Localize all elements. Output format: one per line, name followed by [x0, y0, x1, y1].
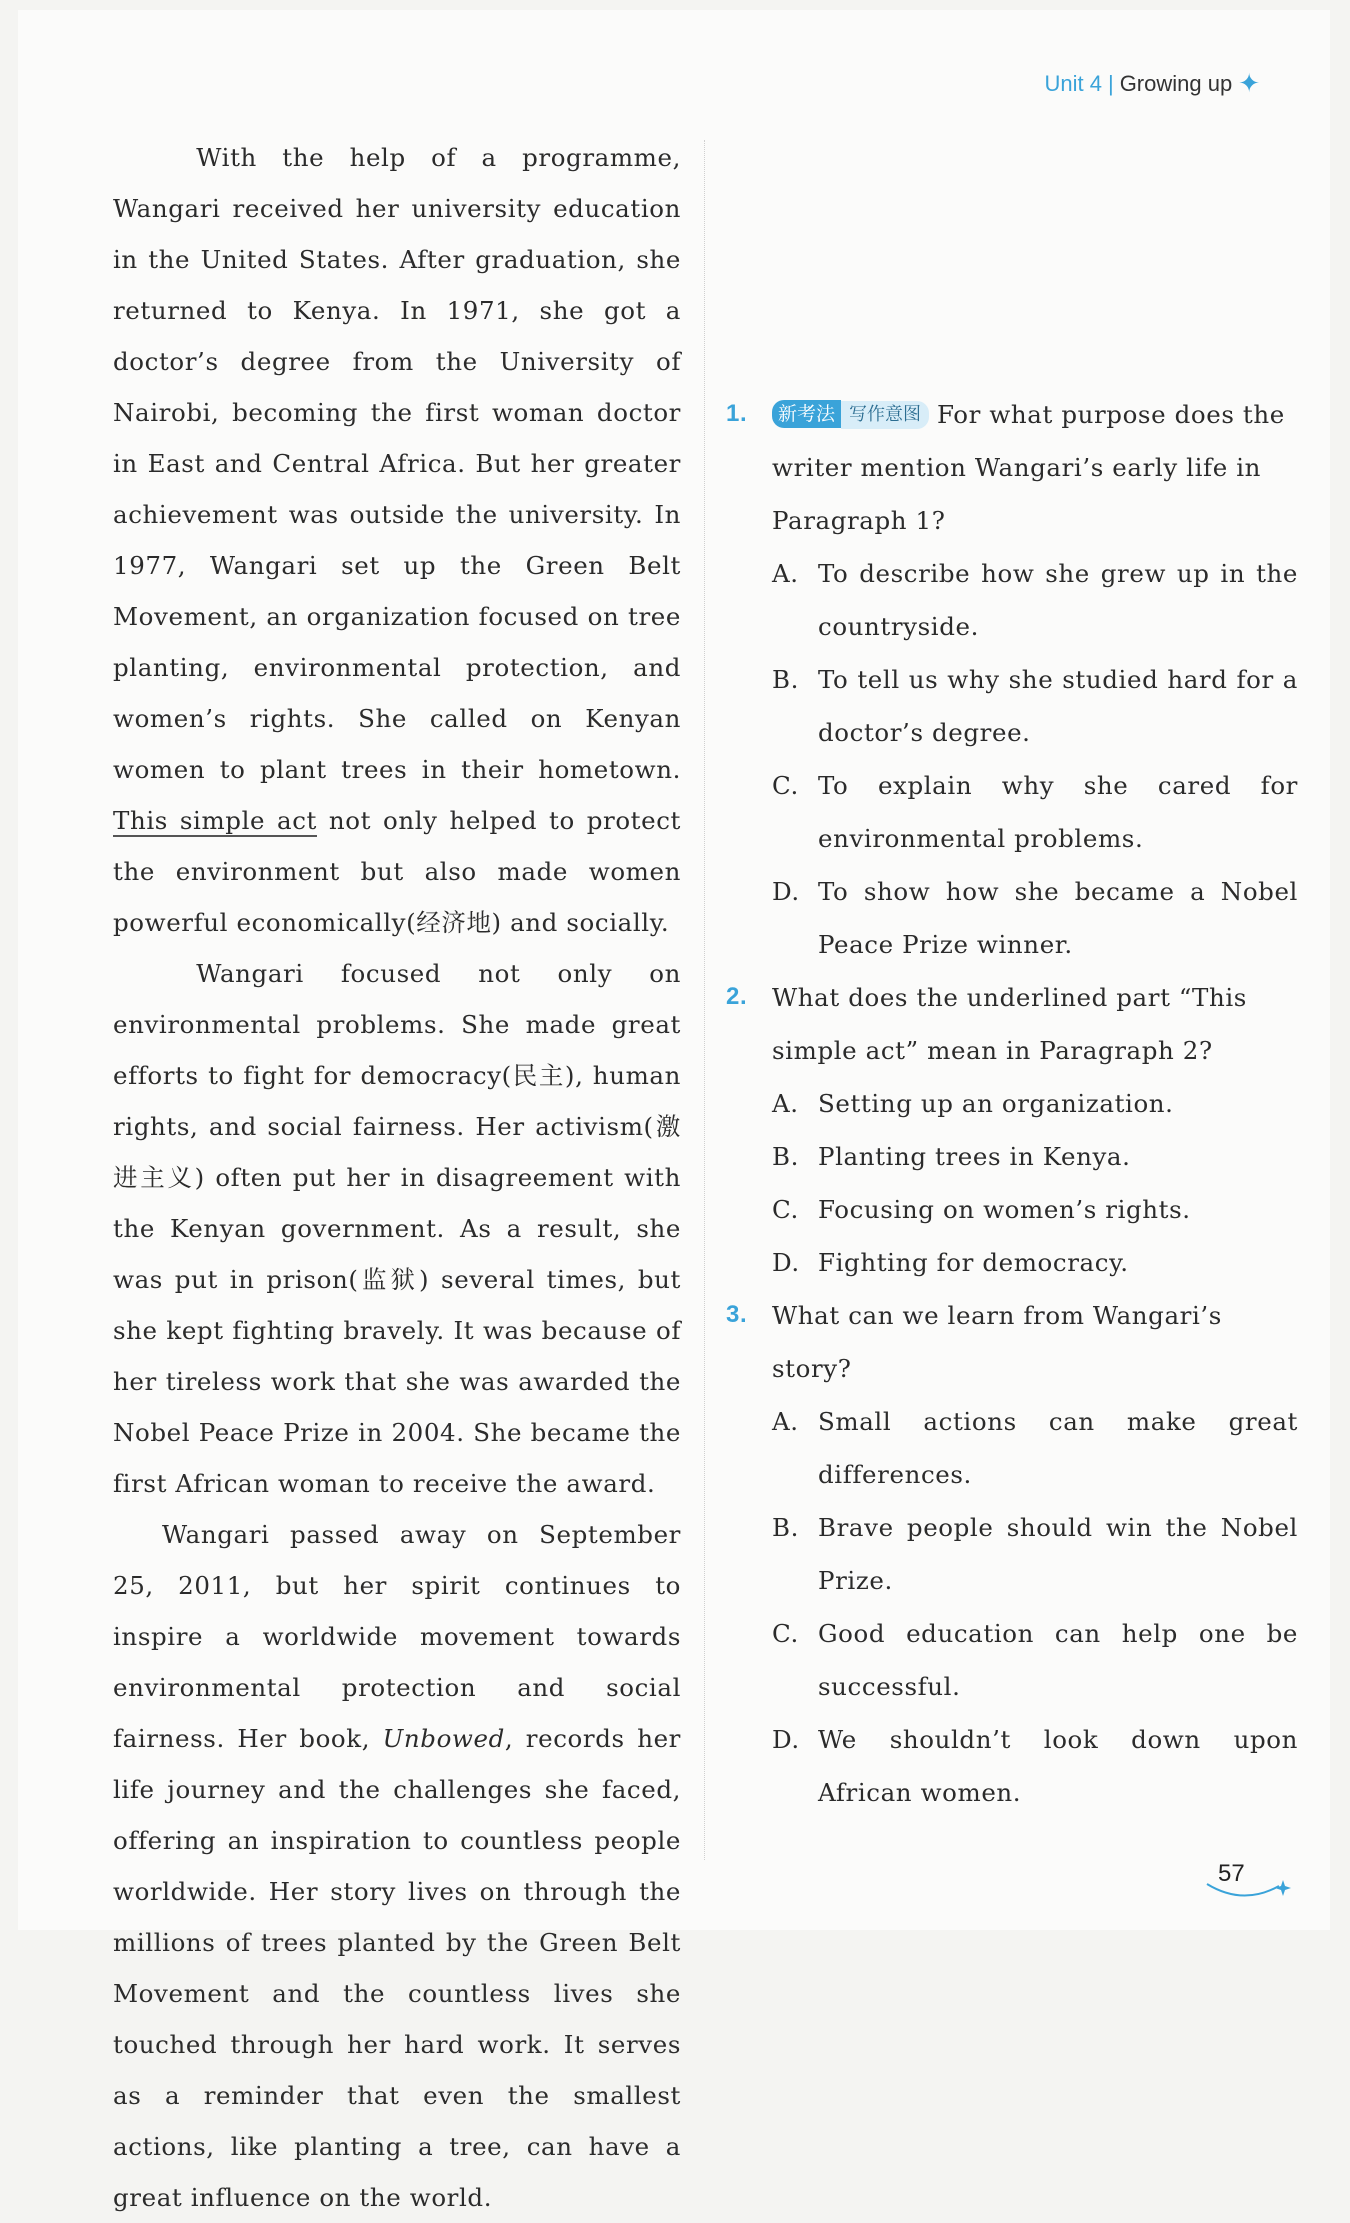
- option-a[interactable]: [772, 1395, 1298, 1501]
- option-label: A.: [772, 559, 799, 588]
- paragraph-1-text: With the help of a programme, Wangari received her university education in the United States. After graduation, she returned to Kenya. In 1971, she got a doctor’s degree from the University of Nairobi, becoming the first woman doctor in East and Central Africa. But her greater achievement was outside the university. In 1977, Wangari set up the Green Belt Movement, an organization focused on tree planting, environmental protection, and women’s rights. She called on Kenyan women to plant trees in their hometown.: [113, 143, 681, 784]
- option-a[interactable]: [772, 547, 1298, 653]
- option-c[interactable]: [772, 759, 1298, 865]
- option-text: Planting trees in Kenya.: [818, 1142, 1131, 1171]
- option-text: To describe how she grew up in the countryside.: [818, 559, 1298, 641]
- option-text: Focusing on women’s rights.: [818, 1195, 1191, 1224]
- passage-paragraph-3: [113, 1509, 681, 2223]
- page-number: 57: [1218, 1860, 1245, 1887]
- page-number-swoosh-icon: [1203, 1876, 1293, 1906]
- option-label: C.: [772, 771, 799, 800]
- option-text: Good education can help one be successful.: [818, 1619, 1298, 1701]
- question-1-text: For what purpose does the writer mention Wangari’s early life in Paragraph 1?: [772, 400, 1285, 535]
- option-label: B.: [772, 1513, 799, 1542]
- option-b[interactable]: [772, 1501, 1298, 1607]
- passage-paragraph-1: [113, 132, 681, 948]
- paragraph-3-start: Wangari passed away on September 25, 2011, but her spirit continues to inspire a worldwide movement towards environmental protection and social fairness. Her book,: [113, 1520, 681, 1753]
- question-1: [726, 388, 1298, 971]
- question-number: 3.: [726, 1301, 748, 1328]
- option-text: To explain why she cared for environmental problems.: [818, 771, 1298, 853]
- option-text: Fighting for democracy.: [818, 1248, 1129, 1277]
- option-label: A.: [772, 1089, 799, 1118]
- book-title: Unbowed: [382, 1724, 505, 1753]
- paragraph-2-text: Wangari focused not only on environmental problems. She made great efforts to fight for democracy(民主), human rights, and social fairness. Her activism(激进主义) often put her in disagreement with the Kenyan government. As a result, she was put in prison(监狱) several times, but she kept fighting bravely. It was because of her tireless work that she was awarded the Nobel Peace Prize in 2004. She became the first African woman to receive the award.: [113, 959, 681, 1498]
- option-text: Small actions can make great differences.: [818, 1407, 1298, 1489]
- option-label: C.: [772, 1619, 799, 1648]
- question-stem: What can we learn from Wangari’s story?: [772, 1301, 1222, 1383]
- new-test-tag: 新考法: [772, 400, 841, 428]
- option-label: D.: [772, 877, 800, 906]
- passage-paragraph-2: [113, 948, 681, 1509]
- question-number: 2.: [726, 983, 748, 1010]
- option-label: B.: [772, 1142, 799, 1171]
- option-label: A.: [772, 1407, 799, 1436]
- sparkle-icon: ✦: [1238, 68, 1260, 98]
- option-d[interactable]: [772, 865, 1298, 971]
- question-2: [726, 971, 1298, 1289]
- option-label: D.: [772, 1725, 800, 1754]
- questions-area: [726, 388, 1298, 1819]
- option-b[interactable]: [772, 1130, 1298, 1183]
- question-number: 1.: [726, 400, 748, 427]
- option-text: To show how she became a Nobel Peace Prize winner.: [818, 877, 1298, 959]
- option-b[interactable]: [772, 653, 1298, 759]
- question-stem: What does the underlined part “This simple act” mean in Paragraph 2?: [772, 983, 1247, 1065]
- option-d[interactable]: [772, 1713, 1298, 1819]
- paragraph-3-mid: , records her life journey and the challenges she faced, offering an inspiration to countless people worldwide. Her story lives on through the millions of trees planted by the Green Belt Movement and the countless lives she touched through her hard work. It serves as a reminder that even the smallest actions, like planting a tree, can have a great influence on the world.: [113, 1724, 681, 2212]
- page-header: [1044, 68, 1260, 99]
- option-text: To tell us why she studied hard for a doctor’s degree.: [818, 665, 1298, 747]
- underlined-phrase: This simple act: [113, 806, 317, 835]
- question-stem: [772, 388, 1298, 547]
- option-text: Setting up an organization.: [818, 1089, 1174, 1118]
- option-c[interactable]: [772, 1607, 1298, 1713]
- page: [18, 10, 1330, 2212]
- option-label: D.: [772, 1248, 800, 1277]
- unit-label: Unit 4: [1044, 70, 1102, 96]
- writing-purpose-tag: 写作意图: [841, 401, 929, 429]
- option-c[interactable]: [772, 1183, 1298, 1236]
- option-text: We shouldn’t look down upon African women.: [818, 1725, 1298, 1807]
- header-separator: |: [1107, 70, 1114, 96]
- question-3: [726, 1289, 1298, 1819]
- option-label: C.: [772, 1195, 799, 1224]
- option-text: Brave people should win the Nobel Prize.: [818, 1513, 1298, 1595]
- unit-title: Growing up: [1119, 70, 1233, 96]
- passage-column-left: [113, 132, 681, 2223]
- option-d[interactable]: [772, 1236, 1298, 1289]
- column-divider: [704, 140, 705, 1860]
- option-a[interactable]: [772, 1077, 1298, 1130]
- paragraph-1-end: not only helped to protect the environment but also made women powerful economically(经济地) and socially.: [113, 806, 681, 937]
- option-label: B.: [772, 665, 799, 694]
